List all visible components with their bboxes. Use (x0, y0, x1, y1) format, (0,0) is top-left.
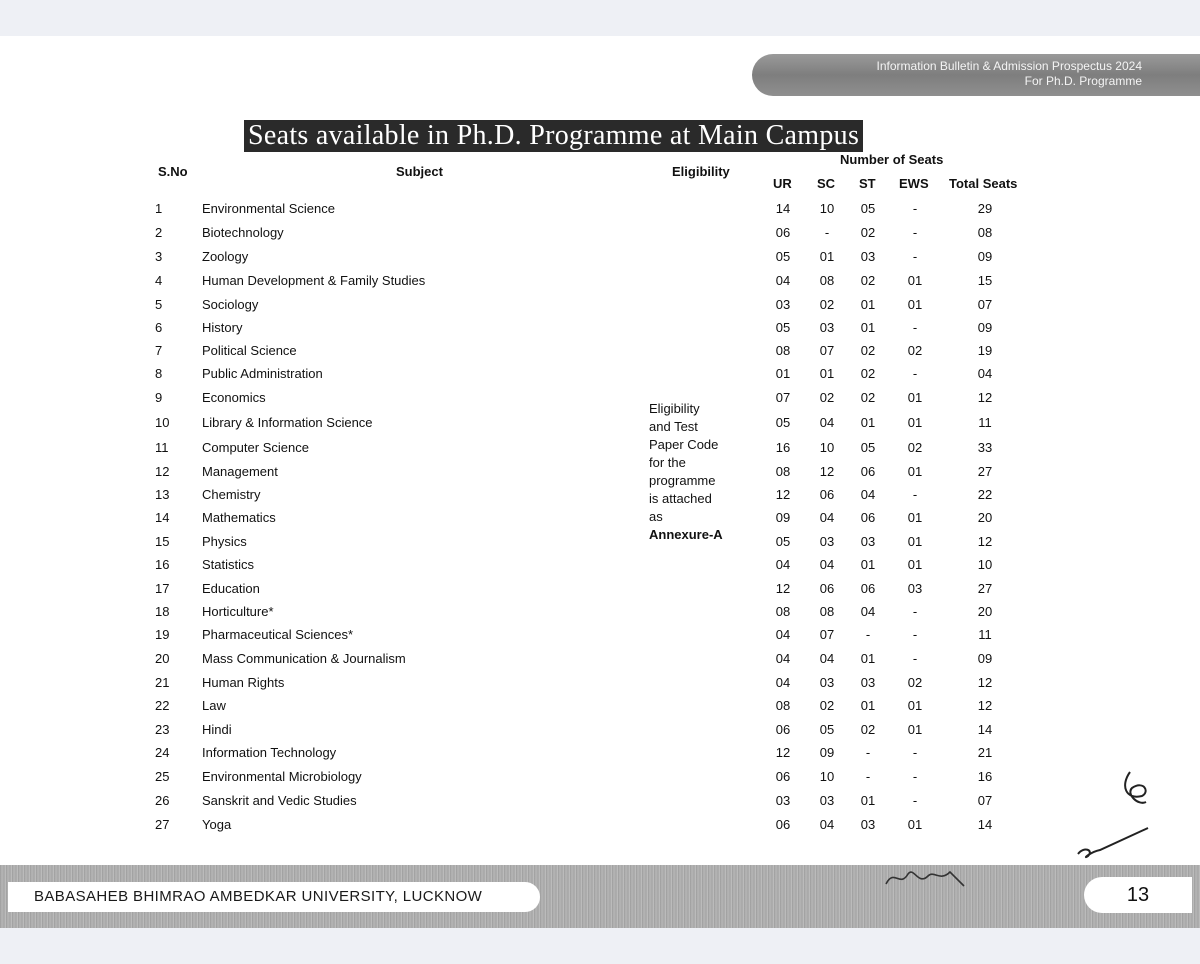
eligibility-note-line: Eligibility (649, 401, 700, 416)
cell-ews: - (912, 769, 918, 784)
cell-total: 11 (978, 627, 992, 642)
cell-ews: 01 (907, 297, 923, 312)
cell-st: 01 (860, 415, 876, 430)
cell-sc: 08 (819, 273, 835, 288)
cell-subject: Statistics (202, 557, 255, 572)
cell-st: 01 (860, 698, 876, 713)
cell-ur: 06 (775, 769, 791, 784)
cell-st: 02 (860, 722, 876, 737)
page-title-wrap (244, 120, 863, 152)
header-number-of-seats: Number of Seats (840, 152, 944, 167)
cell-ur: 01 (775, 366, 791, 381)
cell-st: 01 (860, 557, 876, 572)
cell-ews: - (912, 366, 918, 381)
cell-ews: - (912, 225, 918, 240)
cell-sno: 12 (155, 464, 170, 479)
cell-total: 10 (977, 557, 993, 572)
cell-subject: Information Technology (202, 745, 337, 760)
cell-ews: 02 (907, 440, 923, 455)
cell-subject: Physics (202, 534, 247, 549)
header-st: ST (859, 176, 876, 191)
header-ews: EWS (899, 176, 929, 191)
cell-st: 04 (860, 604, 876, 619)
cell-total: 22 (977, 487, 993, 502)
cell-st: 06 (860, 581, 876, 596)
cell-sc: 06 (819, 581, 835, 596)
cell-ur: 09 (775, 510, 791, 525)
cell-ur: 04 (775, 273, 791, 288)
cell-total: 16 (977, 769, 993, 784)
cell-st: 03 (860, 817, 876, 832)
cell-total: 14 (977, 722, 993, 737)
cell-ur: 16 (775, 440, 791, 455)
cell-subject: Mass Communication & Journalism (202, 651, 406, 666)
cell-sc: 04 (819, 817, 835, 832)
cell-total: 20 (977, 510, 993, 525)
cell-sno: 21 (155, 675, 170, 690)
eligibility-note (649, 400, 739, 544)
cell-sno: 23 (155, 722, 170, 737)
cell-subject: Biotechnology (202, 225, 284, 240)
cell-subject: Library & Information Science (202, 415, 373, 430)
cell-ews: 01 (907, 557, 923, 572)
cell-subject: Education (202, 581, 260, 596)
eligibility-note-line: for the (649, 455, 686, 470)
cell-total: 12 (977, 698, 993, 713)
eligibility-note-line: and Test (649, 419, 698, 434)
header-ur: UR (773, 176, 792, 191)
cell-sno: 17 (155, 581, 170, 596)
cell-sc: 10 (819, 201, 835, 216)
cell-sno: 11 (155, 440, 169, 455)
cell-total: 15 (977, 273, 993, 288)
cell-subject: Sociology (202, 297, 259, 312)
cell-ews: - (912, 651, 918, 666)
cell-sno: 10 (155, 415, 170, 430)
cell-ur: 04 (775, 557, 791, 572)
cell-ews: - (912, 249, 918, 264)
cell-ur: 06 (775, 722, 791, 737)
cell-ur: 04 (775, 627, 791, 642)
cell-st: 06 (860, 510, 876, 525)
cell-ews: 01 (907, 722, 923, 737)
cell-st: 01 (860, 297, 876, 312)
cell-sc: 05 (819, 722, 835, 737)
cell-sc: 02 (819, 390, 835, 405)
page-number: 13 (1084, 877, 1192, 913)
cell-st: 02 (860, 225, 876, 240)
cell-total: 11 (978, 415, 992, 430)
cell-total: 21 (977, 745, 993, 760)
cell-ur: 07 (775, 390, 791, 405)
cell-sno: 2 (155, 225, 163, 240)
cell-sno: 25 (155, 769, 170, 784)
cell-total: 27 (977, 581, 993, 596)
cell-sno: 14 (155, 510, 170, 525)
cell-sc: 01 (819, 366, 835, 381)
bulletin-header (752, 54, 1200, 96)
cell-sc: 03 (819, 320, 835, 335)
cell-subject: Chemistry (202, 487, 261, 502)
cell-ur: 06 (775, 817, 791, 832)
cell-ews: 01 (907, 534, 923, 549)
cell-sc: 06 (819, 487, 835, 502)
cell-st: 04 (860, 487, 876, 502)
header-sc: SC (817, 176, 836, 191)
cell-sno: 24 (155, 745, 170, 760)
cell-ews: - (912, 627, 918, 642)
cell-ur: 04 (775, 675, 791, 690)
cell-total: 20 (977, 604, 993, 619)
cell-total: 12 (977, 534, 993, 549)
header-total-seats: Total Seats (949, 176, 1018, 191)
cell-sno: 15 (155, 534, 170, 549)
cell-sc: 03 (819, 675, 835, 690)
header-subject: Subject (396, 164, 443, 179)
cell-sno: 20 (155, 651, 170, 666)
cell-total: 09 (977, 320, 993, 335)
cell-ur: 04 (775, 651, 791, 666)
cell-sno: 26 (155, 793, 170, 808)
cell-ews: 02 (907, 675, 923, 690)
cell-subject: Yoga (202, 817, 232, 832)
cell-sc: 03 (819, 534, 835, 549)
cell-sc: - (824, 225, 830, 240)
cell-ur: 05 (775, 249, 791, 264)
cell-sno: 6 (155, 320, 163, 335)
cell-sno: 13 (155, 487, 170, 502)
cell-st: 01 (860, 651, 876, 666)
cell-sc: 08 (819, 604, 835, 619)
cell-st: 02 (860, 390, 876, 405)
cell-sno: 16 (155, 557, 170, 572)
cell-sc: 02 (819, 698, 835, 713)
cell-subject: Pharmaceutical Sciences* (202, 627, 354, 642)
cell-ews: - (912, 793, 918, 808)
cell-ur: 05 (775, 320, 791, 335)
cell-sc: 10 (819, 769, 835, 784)
cell-sno: 19 (155, 627, 170, 642)
cell-st: - (865, 745, 871, 760)
eligibility-note-line: is attached (649, 491, 712, 506)
cell-total: 07 (977, 793, 993, 808)
cell-total: 33 (977, 440, 993, 455)
cell-ews: 01 (907, 464, 923, 479)
eligibility-note-line: as (649, 509, 663, 524)
cell-ur: 12 (775, 745, 791, 760)
cell-ur: 14 (775, 201, 791, 216)
cell-sno: 1 (155, 201, 163, 216)
cell-sc: 07 (819, 627, 835, 642)
cell-st: 01 (860, 793, 876, 808)
cell-sc: 04 (819, 651, 835, 666)
cell-total: 07 (977, 297, 993, 312)
cell-total: 12 (977, 390, 993, 405)
cell-st: 02 (860, 366, 876, 381)
cell-subject: Computer Science (202, 440, 309, 455)
cell-subject: Human Development & Family Studies (202, 273, 426, 288)
cell-sno: 4 (155, 273, 163, 288)
cell-st: 05 (860, 440, 876, 455)
cell-sc: 04 (819, 557, 835, 572)
cell-subject: Zoology (202, 249, 249, 264)
cell-total: 14 (977, 817, 993, 832)
cell-ews: - (912, 487, 918, 502)
cell-ews: 03 (907, 581, 923, 596)
cell-total: 08 (977, 225, 993, 240)
cell-ur: 08 (775, 604, 791, 619)
cell-st: 03 (860, 249, 876, 264)
cell-subject: Environmental Microbiology (202, 769, 362, 784)
cell-st: 06 (860, 464, 876, 479)
bulletin-header-line2: For Ph.D. Programme (1024, 74, 1142, 88)
cell-sno: 9 (155, 390, 163, 405)
cell-subject: Horticulture* (202, 604, 274, 619)
cell-sno: 18 (155, 604, 170, 619)
cell-st: 03 (860, 675, 876, 690)
cell-ews: 01 (907, 510, 923, 525)
page-title: Seats available in Ph.D. Programme at Main Campus (244, 120, 863, 152)
cell-sc: 04 (819, 510, 835, 525)
eligibility-annexure: Annexure-A (649, 527, 723, 542)
cell-ur: 05 (775, 415, 791, 430)
cell-sno: 22 (155, 698, 170, 713)
cell-ews: 01 (907, 817, 923, 832)
cell-ews: - (912, 201, 918, 216)
cell-ews: 01 (907, 698, 923, 713)
cell-st: 02 (860, 273, 876, 288)
document-page (0, 36, 1200, 928)
cell-subject: Hindi (202, 722, 232, 737)
header-eligibility: Eligibility (672, 164, 730, 179)
cell-ews: 01 (907, 390, 923, 405)
cell-ur: 06 (775, 225, 791, 240)
initials-mark (880, 862, 970, 892)
cell-ur: 03 (775, 297, 791, 312)
cell-total: 27 (977, 464, 993, 479)
cell-sc: 02 (819, 297, 835, 312)
cell-subject: Sanskrit and Vedic Studies (202, 793, 357, 808)
cell-subject: Political Science (202, 343, 297, 358)
cell-subject: History (202, 320, 243, 335)
eligibility-note-line: Paper Code (649, 437, 719, 452)
cell-subject: Environmental Science (202, 201, 335, 216)
cell-sno: 3 (155, 249, 163, 264)
cell-ur: 12 (775, 487, 791, 502)
cell-st: - (865, 769, 871, 784)
cell-st: 05 (860, 201, 876, 216)
cell-total: 09 (977, 249, 993, 264)
cell-sc: 03 (819, 793, 835, 808)
signature-mark (1060, 766, 1150, 866)
cell-ews: 01 (907, 415, 923, 430)
cell-ews: - (912, 320, 918, 335)
cell-sc: 07 (819, 343, 835, 358)
cell-st: 03 (860, 534, 876, 549)
cell-ur: 08 (775, 698, 791, 713)
cell-sno: 7 (155, 343, 163, 358)
cell-st: 01 (860, 320, 876, 335)
cell-ur: 05 (775, 534, 791, 549)
cell-sno: 8 (155, 366, 163, 381)
eligibility-note-line: programme (649, 473, 716, 488)
cell-sno: 27 (155, 817, 170, 832)
cell-sc: 10 (819, 440, 835, 455)
cell-ur: 08 (775, 343, 791, 358)
cell-ur: 08 (775, 464, 791, 479)
cell-subject: Human Rights (202, 675, 285, 690)
cell-sc: 09 (819, 745, 835, 760)
cell-total: 12 (977, 675, 993, 690)
cell-ews: - (912, 745, 918, 760)
cell-subject: Public Administration (202, 366, 323, 381)
cell-ur: 12 (775, 581, 791, 596)
cell-subject: Mathematics (202, 510, 276, 525)
cell-st: - (865, 627, 871, 642)
cell-sc: 12 (819, 464, 835, 479)
university-name: BABASAHEB BHIMRAO AMBEDKAR UNIVERSITY, LUCKNOW (8, 882, 540, 912)
cell-total: 19 (977, 343, 993, 358)
cell-subject: Management (202, 464, 278, 479)
cell-ews: 01 (907, 273, 923, 288)
cell-sno: 5 (155, 297, 163, 312)
cell-ews: - (912, 604, 918, 619)
cell-ews: 02 (907, 343, 923, 358)
header-sno: S.No (158, 164, 188, 179)
cell-sc: 04 (819, 415, 835, 430)
bulletin-header-line1: Information Bulletin & Admission Prospectus 2024 (876, 59, 1142, 73)
cell-subject: Economics (202, 390, 266, 405)
cell-total: 04 (977, 366, 993, 381)
cell-st: 02 (860, 343, 876, 358)
cell-total: 09 (977, 651, 993, 666)
cell-subject: Law (202, 698, 226, 713)
cell-ur: 03 (775, 793, 791, 808)
cell-sc: 01 (819, 249, 835, 264)
cell-total: 29 (977, 201, 993, 216)
